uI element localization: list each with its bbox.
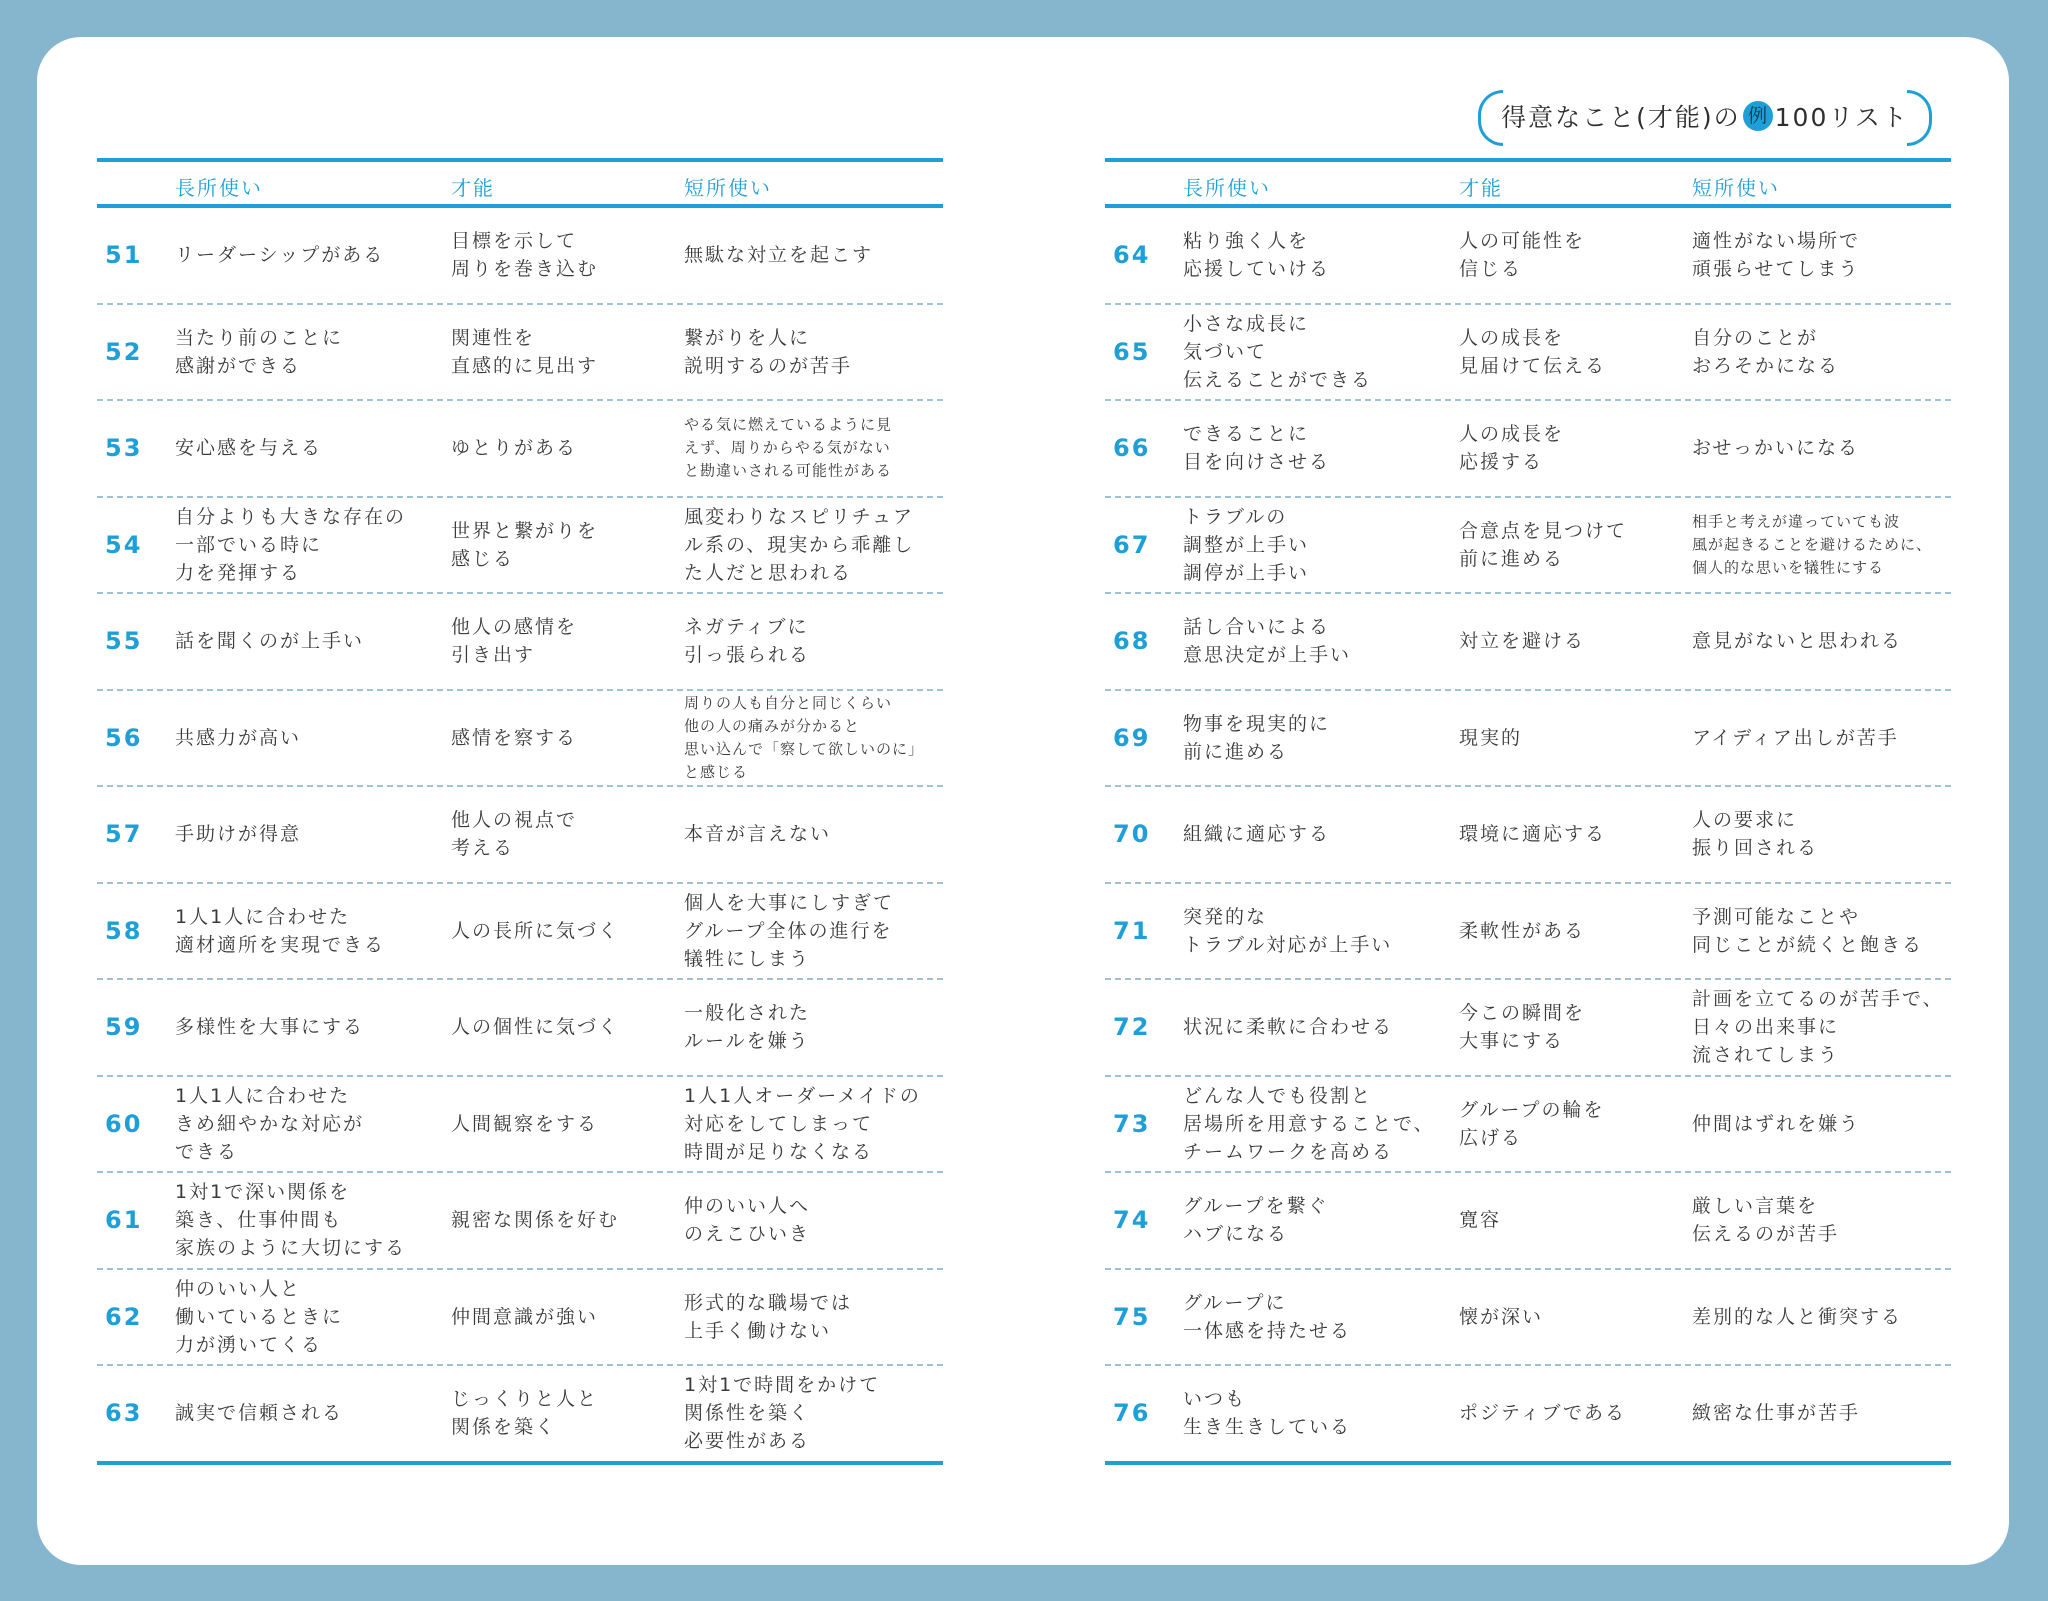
table-row [97, 401, 943, 498]
weakness-cell: 形式的な職場では 上手く働けない [684, 1291, 853, 1342]
talent-cell: 現実的 [1459, 726, 1523, 749]
weakness-cell: おせっかいになる [1692, 437, 1860, 460]
table-row [97, 1173, 943, 1270]
strength-cell: トラブルの 調整が上手い 調停が上手い [1183, 505, 1310, 584]
table-row [1105, 787, 1951, 884]
row-number: 57 [105, 820, 143, 849]
row-number: 63 [105, 1399, 143, 1428]
weakness-cell: 個人を大事にしすぎて グループ全体の進行を 犠牲にしまう [684, 891, 895, 970]
table-row [97, 691, 943, 788]
strength-cell: 仲のいい人と 働いているときに 力が湧いてくる [175, 1277, 344, 1356]
strength-cell: グループに 一体感を持たせる [1183, 1291, 1352, 1342]
row-number: 75 [1113, 1302, 1151, 1331]
row-number: 55 [105, 627, 143, 656]
strength-cell: 物事を現実的に 前に進める [1183, 712, 1331, 763]
talent-cell: グループの輪を 広げる [1459, 1098, 1605, 1149]
talent-cell: 人の成長を 見届けて伝える [1459, 326, 1607, 377]
talent-cell: 仲間意識が強い [451, 1305, 599, 1328]
strength-cell: 組織に適応する [1183, 823, 1331, 846]
header-strength: 長所使い [1183, 176, 1271, 200]
table-row [97, 1366, 943, 1465]
row-number: 74 [1113, 1206, 1151, 1235]
row-number: 72 [1113, 1013, 1151, 1042]
weakness-cell: 相手と考えが違っていても波 風が起きることを避けるために、 個人的な思いを犠牲にする [1692, 512, 1933, 577]
weakness-cell: 人の要求に 振り回される [1692, 809, 1819, 860]
talent-cell: 人の長所に気づく [451, 919, 620, 942]
weakness-cell: 差別的な人と衝突する [1692, 1305, 1903, 1328]
strength-cell: 1人1人に合わせた きめ細やかな対応が できる [175, 1084, 365, 1163]
table-row [97, 980, 943, 1077]
weakness-cell: 一般化された ルールを嫌う [684, 1002, 811, 1053]
weakness-cell: 仲のいい人へ のえこひいき [684, 1195, 811, 1246]
table-row [1105, 884, 1951, 981]
talent-cell: 人間観察をする [451, 1112, 599, 1135]
row-number: 69 [1113, 723, 1151, 752]
row-number: 71 [1113, 916, 1151, 945]
strength-cell: できることに 目を向けさせる [1183, 423, 1331, 474]
talent-cell: ポジティブである [1459, 1402, 1627, 1425]
table-row [1105, 401, 1951, 498]
table-row [97, 787, 943, 884]
example-badge: 例 [1743, 101, 1773, 131]
strength-cell: 多様性を大事にする [175, 1016, 365, 1039]
row-number: 68 [1113, 627, 1151, 656]
row-number: 53 [105, 434, 143, 463]
talent-cell: 人の成長を 応援する [1459, 423, 1565, 474]
table-header [97, 158, 943, 208]
strength-cell: グループを繋ぐ ハブになる [1183, 1195, 1329, 1246]
table-row [97, 884, 943, 981]
table-body [1105, 208, 1951, 1465]
row-number: 52 [105, 337, 143, 366]
header-talent: 才能 [1459, 176, 1503, 200]
title-text-before: 得意なこと(才能)の [1501, 103, 1741, 132]
header-talent: 才能 [451, 176, 495, 200]
strength-cell: 当たり前のことに 感謝ができる [175, 326, 344, 377]
weakness-cell: 周りの人も自分と同じくらい 他の人の痛みが分かると 思い込んで「察して欲しいのに」 と感じる [684, 693, 925, 781]
table-row [1105, 691, 1951, 788]
weakness-cell: 1対1で時間をかけて 関係性を築く 必要性がある [684, 1374, 881, 1453]
row-number: 54 [105, 530, 143, 559]
table-row [97, 305, 943, 402]
row-number: 59 [105, 1013, 143, 1042]
table-row [1105, 208, 1951, 305]
talent-cell: 他人の視点で 考える [451, 809, 578, 860]
row-number: 66 [1113, 434, 1151, 463]
weakness-cell: 繋がりを人に 説明するのが苦手 [684, 326, 853, 377]
talent-cell: 関連性を 直感的に見出す [451, 326, 599, 377]
talent-cell: じっくりと人と 関係を築く [451, 1388, 599, 1439]
table-row [97, 594, 943, 691]
strength-cell: 共感力が高い [175, 726, 302, 749]
talent-cell: 合意点を見つけて 前に進める [1459, 519, 1628, 570]
strength-cell: 自分よりも大きな存在の 一部でいる時に 力を発揮する [175, 505, 407, 584]
table-row [97, 1270, 943, 1367]
table-body [97, 208, 943, 1465]
strength-cell: いつも 生き生きしている [1183, 1388, 1352, 1439]
table-row [1105, 1366, 1951, 1465]
table-row [1105, 1077, 1951, 1174]
strength-cell: 誠実で信頼される [175, 1402, 344, 1425]
talent-cell: 世界と繋がりを 感じる [451, 519, 599, 570]
talent-cell: 今この瞬間を 大事にする [1459, 1002, 1586, 1053]
weakness-cell: ネガティブに 引っ張られる [684, 616, 811, 667]
weakness-cell: 自分のことが おろそかになる [1692, 326, 1840, 377]
row-number: 60 [105, 1109, 143, 1138]
talent-cell: 懐が深い [1459, 1305, 1544, 1328]
talent-cell: 環境に適応する [1459, 823, 1607, 846]
page-title [1470, 90, 1940, 142]
weakness-cell: 厳しい言葉を 伝えるのが苦手 [1692, 1195, 1840, 1246]
talent-table-right [1105, 158, 1951, 1465]
row-number: 73 [1113, 1109, 1151, 1138]
weakness-cell: やる気に燃えているように見 えず、周りからやる気がない と勘違いされる可能性がある [684, 415, 893, 480]
talent-cell: 寛容 [1459, 1209, 1502, 1232]
table-row [1105, 980, 1951, 1077]
talent-cell: 人の可能性を 信じる [1459, 230, 1586, 281]
weakness-cell: 緻密な仕事が苦手 [1692, 1402, 1861, 1425]
weakness-cell: 風変わりなスピリチュア ル系の、現実から乖離し た人だと思われる [684, 505, 915, 584]
strength-cell: 小さな成長に 気づいて 伝えることができる [1183, 312, 1373, 391]
weakness-cell: 予測可能なことや 同じことが続くと飽きる [1692, 905, 1924, 956]
row-number: 61 [105, 1206, 143, 1235]
talent-table-left [97, 158, 943, 1465]
weakness-cell: 計画を立てるのが苦手で、 日々の出来事に 流されてしまう [1692, 988, 1944, 1067]
table-row [1105, 498, 1951, 595]
row-number: 62 [105, 1302, 143, 1331]
header-weakness: 短所使い [684, 176, 772, 200]
table-row [1105, 594, 1951, 691]
strength-cell: どんな人でも役割と 居場所を用意することで、 チームワークを高める [1183, 1084, 1435, 1163]
strength-cell: 手助けが得意 [175, 823, 302, 846]
strength-cell: 粘り強く人を 応援していける [1183, 230, 1331, 281]
talent-cell: 人の個性に気づく [451, 1016, 620, 1039]
title-text-after: 100リスト [1774, 103, 1909, 132]
strength-cell: 1対1で深い関係を 築き、仕事仲間も 家族のように大切にする [175, 1181, 407, 1260]
talent-cell: 対立を避ける [1459, 630, 1586, 653]
strength-cell: 話し合いによる 意思決定が上手い [1183, 616, 1352, 667]
row-number: 76 [1113, 1399, 1151, 1428]
row-number: 70 [1113, 820, 1151, 849]
row-number: 58 [105, 916, 143, 945]
strength-cell: リーダーシップがある [175, 244, 385, 267]
talent-cell: 感情を察する [451, 726, 578, 749]
talent-cell: 他人の感情を 引き出す [451, 616, 578, 667]
header-weakness: 短所使い [1692, 176, 1780, 200]
weakness-cell: 1人1人オーダーメイドの 対応をしてしまって 時間が足りなくなる [684, 1084, 921, 1163]
table-row [1105, 1270, 1951, 1367]
strength-cell: 安心感を与える [175, 437, 323, 460]
table-header [1105, 158, 1951, 208]
strength-cell: 話を聞くのが上手い [175, 630, 365, 653]
weakness-cell: 仲間はずれを嫌う [1692, 1112, 1861, 1135]
row-number: 64 [1113, 241, 1151, 270]
header-strength: 長所使い [175, 176, 263, 200]
table-row [1105, 305, 1951, 402]
talent-cell: 親密な関係を好む [451, 1209, 620, 1232]
talent-cell: 目標を示して 周りを巻き込む [451, 230, 599, 281]
talent-cell: 柔軟性がある [1459, 919, 1586, 942]
talent-cell: ゆとりがある [451, 437, 578, 460]
row-number: 65 [1113, 337, 1151, 366]
table-row [97, 208, 943, 305]
weakness-cell: アイディア出しが苦手 [1692, 726, 1899, 749]
title-bracket-right [1907, 90, 1932, 146]
weakness-cell: 無駄な対立を起こす [684, 244, 874, 267]
weakness-cell: 意見がないと思われる [1692, 630, 1903, 653]
table-row [1105, 1173, 1951, 1270]
strength-cell: 突発的な トラブル対応が上手い [1183, 905, 1393, 956]
strength-cell: 状況に柔軟に合わせる [1183, 1016, 1394, 1039]
row-number: 51 [105, 241, 143, 270]
weakness-cell: 本音が言えない [684, 823, 832, 846]
strength-cell: 1人1人に合わせた 適材適所を実現できる [175, 905, 386, 956]
weakness-cell: 適性がない場所で 頑張らせてしまう [1692, 230, 1861, 281]
table-row [97, 498, 943, 595]
table-row [97, 1077, 943, 1174]
row-number: 67 [1113, 530, 1151, 559]
row-number: 56 [105, 723, 143, 752]
title-bracket-left [1478, 90, 1503, 146]
